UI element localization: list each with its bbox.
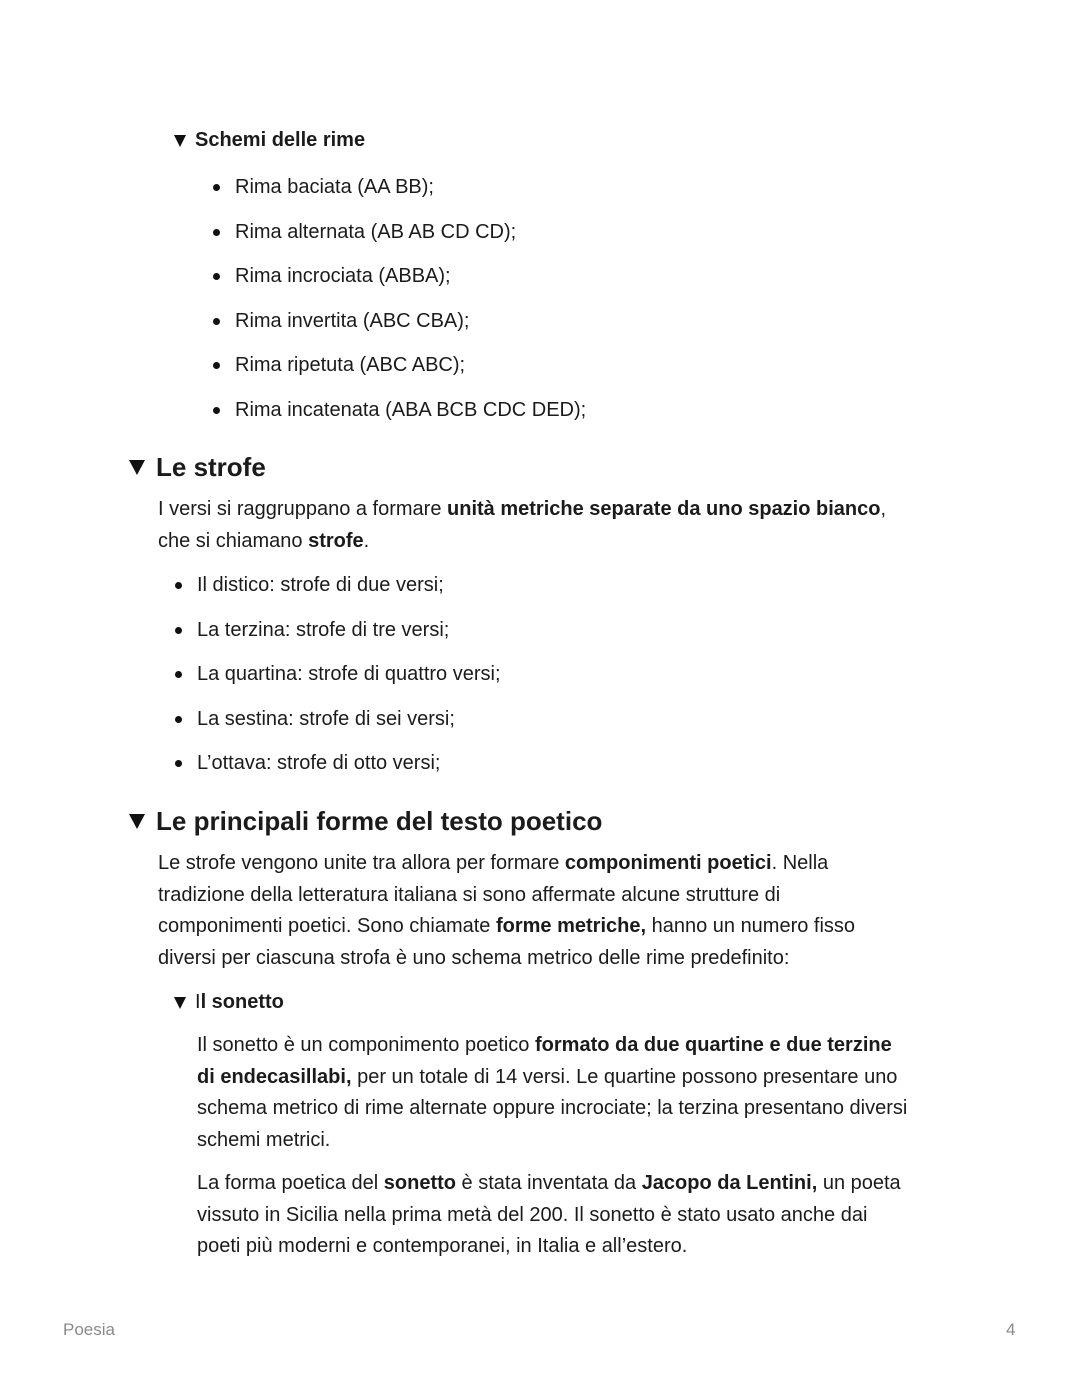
bullet-icon — [213, 362, 220, 369]
sonetto-paragraph-2: La forma poetica del sonetto è stata inventata da Jacopo da Lentini, un poeta vissuto in Sicilia nella prima metà del 200. Il sonetto è stato usato anche dai poeti più moderni e contemporanei, in Italia e all’estero. — [197, 1172, 901, 1258]
bullet-icon — [175, 671, 182, 678]
section-title-schemi: Schemi delle rime — [195, 129, 366, 151]
list-item: L’ottava: strofe di otto versi; — [197, 750, 501, 795]
toggle-le-strofe[interactable] — [129, 452, 266, 483]
page-number: 4 — [1006, 1320, 1016, 1339]
list-item: Rima baciata (AA BB); — [235, 174, 586, 219]
strofe-list — [197, 572, 501, 795]
list-item: Rima incatenata (ABA BCB CDC DED); — [235, 397, 586, 442]
toggle-il-sonetto[interactable] — [174, 991, 284, 1014]
bullet-icon — [175, 716, 182, 723]
toggle-triangle-icon[interactable] — [174, 997, 186, 1009]
bullet-icon — [213, 273, 220, 280]
list-item: Rima ripetuta (ABC ABC); — [235, 352, 586, 397]
list-item: Il distico: strofe di due versi; — [197, 572, 501, 617]
section-title-forme: Le principali forme del testo poetico — [156, 806, 603, 836]
list-item: La terzina: strofe di tre versi; — [197, 617, 501, 662]
toggle-triangle-icon[interactable] — [174, 135, 186, 147]
bullet-icon — [175, 627, 182, 634]
section-title-sonetto: Il sonetto — [195, 991, 284, 1013]
toggle-triangle-icon[interactable] — [129, 814, 145, 829]
bullet-icon — [213, 407, 220, 414]
bullet-icon — [213, 184, 220, 191]
bullet-icon — [213, 318, 220, 325]
section-title-strofe: Le strofe — [156, 452, 266, 482]
bullet-icon — [175, 760, 182, 767]
toggle-triangle-icon[interactable] — [129, 460, 145, 475]
list-item: La sestina: strofe di sei versi; — [197, 706, 501, 751]
list-item: Rima incrociata (ABBA); — [235, 263, 586, 308]
toggle-forme-testo-poetico[interactable] — [129, 806, 602, 837]
bullet-icon — [213, 229, 220, 236]
rime-list — [235, 174, 586, 442]
footer-document-title: Poesia — [63, 1320, 115, 1339]
list-item: La quartina: strofe di quattro versi; — [197, 661, 501, 706]
bullet-icon — [175, 582, 182, 589]
strofe-intro-paragraph: I versi si raggruppano a formare unità metriche separate da uno spazio bianco, che si chiamano strofe. — [158, 498, 887, 552]
sonetto-paragraph-1: Il sonetto è un componimento poetico formato da due quartine e due terzine di endecasillabi, per un totale di 14 versi. Le quartine possono presentare uno schema metrico di rime alternate oppure incrociate; la terzina presentano diversi schemi metrici. — [197, 1034, 908, 1151]
toggle-schemi-delle-rime[interactable] — [174, 129, 365, 152]
list-item: Rima alternata (AB AB CD CD); — [235, 219, 586, 264]
forme-intro-paragraph: Le strofe vengono unite tra allora per formare componimenti poetici. Nella tradizione della letteratura italiana si sono affermate alcune strutture di componimenti poetici. Sono chiamate forme metriche, hanno un numero fisso diversi per ciascuna strofa è uno schema metrico delle rime predefinito: — [158, 852, 856, 969]
list-item: Rima invertita (ABC CBA); — [235, 308, 586, 353]
